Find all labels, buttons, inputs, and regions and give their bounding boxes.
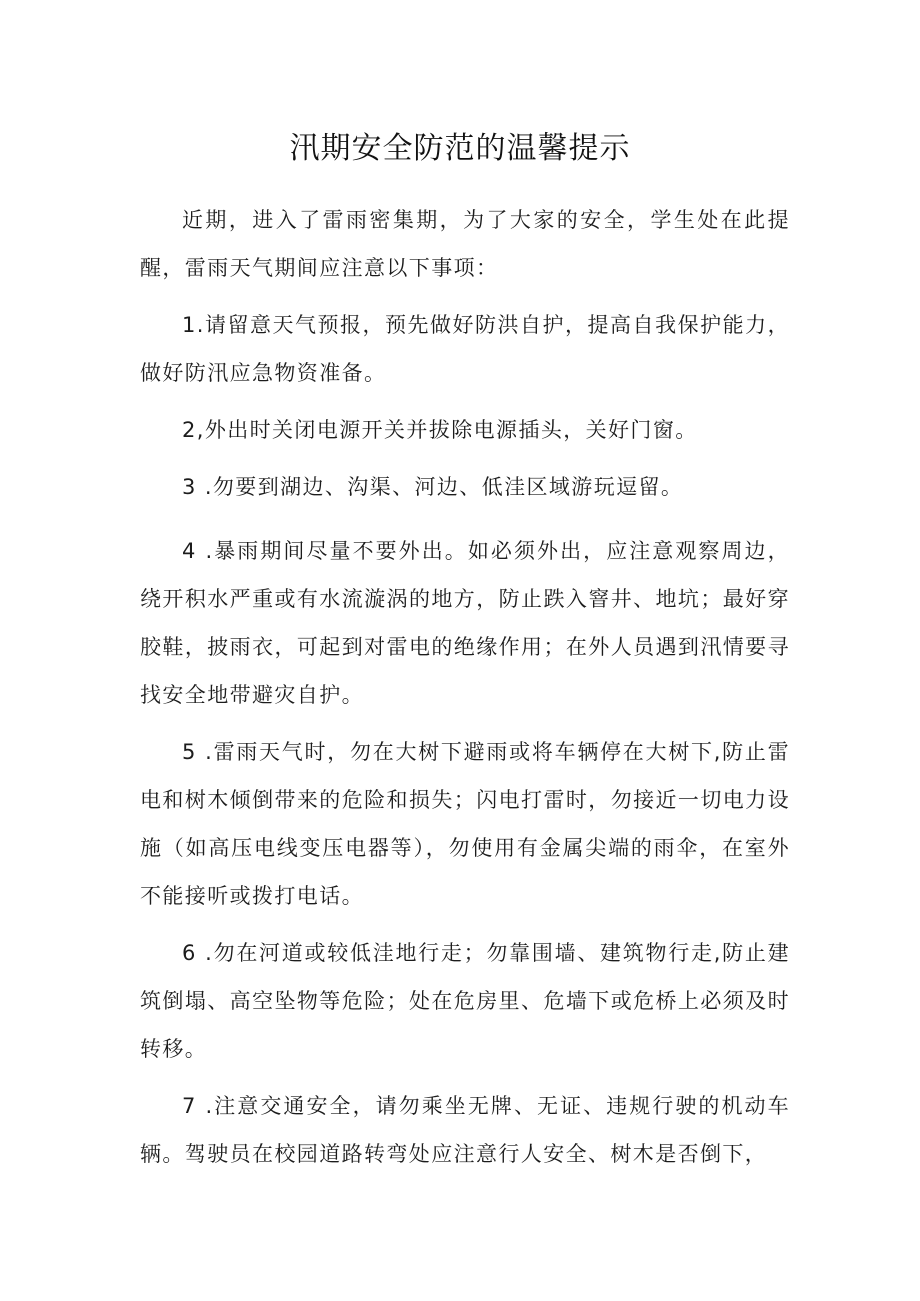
item-2-paragraph: 2,外出时关闭电源开关并拔除电源插头，关好门窗。 bbox=[182, 418, 698, 442]
document-title: 汛期安全防范的温馨提示 bbox=[289, 131, 631, 166]
item-7-paragraph: 7 .注意交通安全，请勿乘坐无牌、无证、违规行驶的机动车辆。驾驶员在校园道路转弯处应注意行人安全、树木是否倒下， bbox=[140, 1094, 790, 1166]
item-6-paragraph: 6 .勿在河道或较低洼地行走；勿靠围墙、建筑物行走,防止建筑倒塌、高空坠物等危险；处在危房里、危墙下或危桥上必须及时转移。 bbox=[140, 941, 790, 1061]
document-body bbox=[140, 196, 790, 1187]
item-4-paragraph: 4 .暴雨期间尽量不要外出。如必须外出，应注意观察周边，绕开积水严重或有水流漩涡的地方，防止跌入窨井、地坑；最好穿胶鞋，披雨衣，可起到对雷电的绝缘作用；在外人员遇到汛情要寻找安全地带避灾自护。 bbox=[140, 539, 790, 707]
item-5-paragraph: 5 .雷雨天气时，勿在大树下避雨或将车辆停在大树下,防止雷电和树木倾倒带来的危险和损失；闪电打雷时，勿接近一切电力设施（如高压电线变压电器等），勿使用有金属尖端的雨伞，在室外不能接听或拨打电话。 bbox=[140, 740, 790, 908]
item-1-paragraph: 1.请留意天气预报，预先做好防洪自护，提高自我保护能力，做好防汛应急物资准备。 bbox=[140, 313, 790, 385]
item-3-paragraph: 3 .勿要到湖边、沟渠、河边、低洼区域游玩逗留。 bbox=[182, 475, 684, 499]
intro-paragraph: 近期，进入了雷雨密集期，为了大家的安全，学生处在此提醒，雷雨天气期间应注意以下事项： bbox=[140, 208, 790, 280]
